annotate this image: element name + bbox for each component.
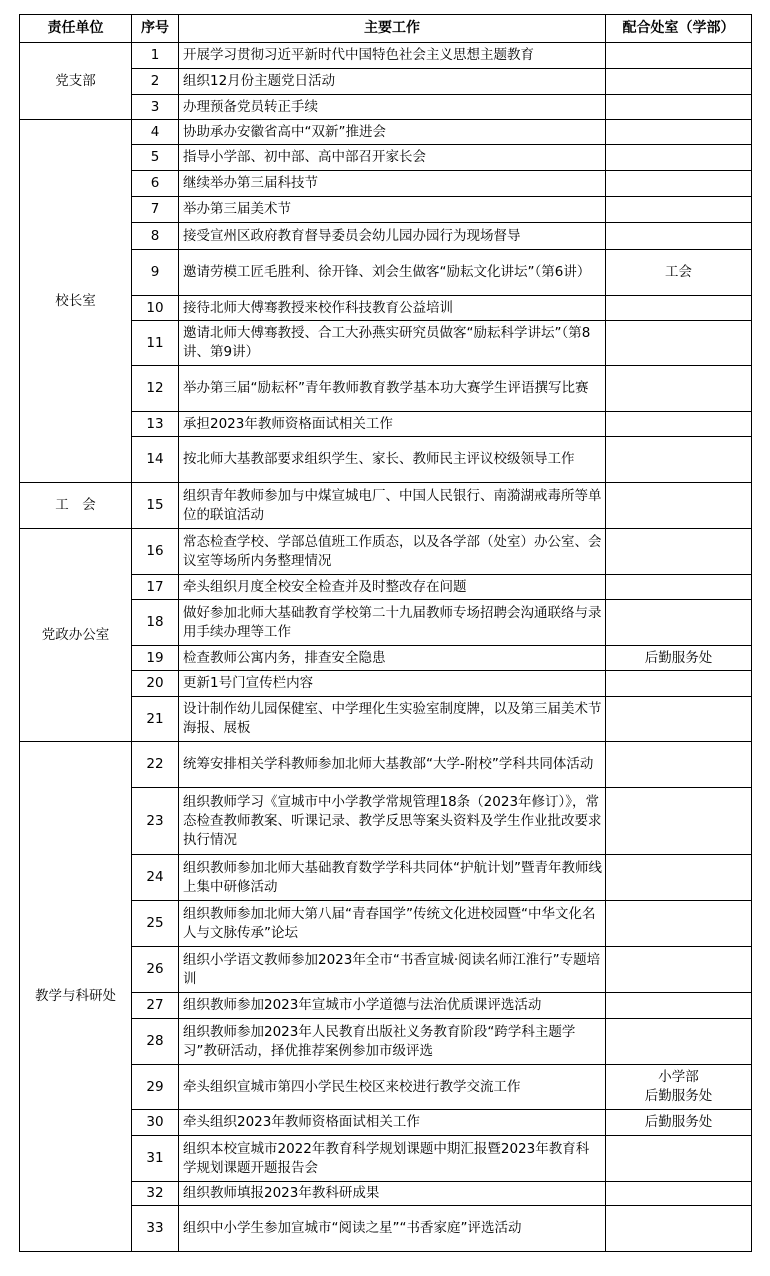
row-number-cell: 19 (132, 646, 179, 671)
row-number-cell: 12 (132, 366, 179, 412)
main-work-cell: 组织教师参加2023年宣城市小学道德与法治优质课评选活动 (179, 993, 606, 1019)
cooperating-dept-cell (606, 1136, 752, 1182)
cooperating-dept-cell (606, 901, 752, 947)
row-number-cell: 28 (132, 1019, 179, 1065)
main-work-cell: 统筹安排相关学科教师参加北师大基教部“大学-附校”学科共同体活动 (179, 742, 606, 788)
row-number-cell: 3 (132, 95, 179, 120)
main-work-cell: 按北师大基教部要求组织学生、家长、教师民主评议校级领导工作 (179, 437, 606, 483)
main-work-cell: 组织教师学习《宣城市中小学教学常规管理18条（2023年修订）》，常态检查教师教案、听课记录、教学反思等案头资料及学生作业批改要求执行情况 (179, 788, 606, 855)
main-work-cell: 继续举办第三届科技节 (179, 171, 606, 197)
main-work-cell: 常态检查学校、学部总值班工作质态，以及各学部（处室）办公室、会议室等场所内务整理情况 (179, 529, 606, 575)
cooperating-dept-cell (606, 600, 752, 646)
row-number-cell: 26 (132, 947, 179, 993)
responsible-unit-cell: 校长室 (20, 120, 132, 483)
main-work-cell: 组织教师参加北师大第八届“青春国学”传统文化进校园暨“中华文化名人与文脉传承”论坛 (179, 901, 606, 947)
main-work-cell: 指导小学部、初中部、高中部召开家长会 (179, 145, 606, 171)
row-number-cell: 15 (132, 483, 179, 529)
cooperating-dept-cell (606, 671, 752, 697)
header-number: 序号 (132, 15, 179, 43)
cooperating-dept-cell (606, 145, 752, 171)
row-number-cell: 20 (132, 671, 179, 697)
cooperating-dept-cell (606, 412, 752, 437)
cooperating-dept-cell (606, 197, 752, 223)
row-number-cell: 25 (132, 901, 179, 947)
row-number-cell: 30 (132, 1110, 179, 1136)
row-number-cell: 21 (132, 697, 179, 742)
cooperating-dept-cell (606, 1019, 752, 1065)
cooperating-dept-cell (606, 1182, 752, 1206)
cooperating-dept-cell: 后勤服务处 (606, 646, 752, 671)
cooperating-dept-cell (606, 529, 752, 575)
main-work-cell: 设计制作幼儿园保健室、中学理化生实验室制度牌，以及第三届美术节海报、展板 (179, 697, 606, 742)
cooperating-dept-cell (606, 947, 752, 993)
row-number-cell: 14 (132, 437, 179, 483)
cooperating-dept-cell (606, 43, 752, 69)
main-work-cell: 检查教师公寓内务，排查安全隐患 (179, 646, 606, 671)
main-work-cell: 组织本校宣城市2022年教育科学规划课题中期汇报暨2023年教育科学规划课题开题报告会 (179, 1136, 606, 1182)
row-number-cell: 31 (132, 1136, 179, 1182)
header-unit: 责任单位 (20, 15, 132, 43)
row-number-cell: 2 (132, 69, 179, 95)
cooperating-dept-cell (606, 296, 752, 321)
cooperating-dept-cell (606, 223, 752, 250)
row-number-cell: 6 (132, 171, 179, 197)
main-work-cell: 组织教师参加2023年人民教育出版社义务教育阶段“跨学科主题学习”教研活动，择优推荐案例参加市级评选 (179, 1019, 606, 1065)
row-number-cell: 33 (132, 1206, 179, 1252)
row-number-cell: 29 (132, 1065, 179, 1110)
cooperating-dept-cell (606, 788, 752, 855)
responsible-unit-cell: 工 会 (20, 483, 132, 529)
row-number-cell: 16 (132, 529, 179, 575)
main-work-cell: 牵头组织月度全校安全检查并及时整改存在问题 (179, 575, 606, 600)
table-row (20, 529, 752, 575)
cooperating-dept-cell (606, 993, 752, 1019)
cooperating-dept-cell (606, 437, 752, 483)
cooperating-dept-cell (606, 697, 752, 742)
row-number-cell: 24 (132, 855, 179, 901)
cooperating-dept-cell (606, 742, 752, 788)
main-work-cell: 组织12月份主题党日活动 (179, 69, 606, 95)
cooperating-dept-cell (606, 69, 752, 95)
table-row (20, 43, 752, 69)
row-number-cell: 1 (132, 43, 179, 69)
main-work-cell: 接受宣州区政府教育督导委员会幼儿园办园行为现场督导 (179, 223, 606, 250)
main-work-cell: 举办第三届“励耘杯”青年教师教育教学基本功大赛学生评语撰写比赛 (179, 366, 606, 412)
responsible-unit-cell: 党支部 (20, 43, 132, 120)
main-work-cell: 协助承办安徽省高中“双新”推进会 (179, 120, 606, 145)
main-work-cell: 更新1号门宣传栏内容 (179, 671, 606, 697)
cooperating-dept-cell (606, 171, 752, 197)
row-number-cell: 17 (132, 575, 179, 600)
table-row (20, 120, 752, 145)
table-header-row (20, 15, 752, 43)
cooperating-dept-cell (606, 483, 752, 529)
row-number-cell: 11 (132, 321, 179, 366)
main-work-cell: 牵头组织2023年教师资格面试相关工作 (179, 1110, 606, 1136)
main-work-cell: 邀请北师大傅骞教授、合工大孙燕实研究员做客“励耘科学讲坛”（第8讲、第9讲） (179, 321, 606, 366)
row-number-cell: 4 (132, 120, 179, 145)
header-work: 主要工作 (179, 15, 606, 43)
cooperating-dept-cell (606, 855, 752, 901)
main-work-cell: 组织青年教师参加与中煤宣城电厂、中国人民银行、南漪湖戒毒所等单位的联谊活动 (179, 483, 606, 529)
row-number-cell: 23 (132, 788, 179, 855)
responsible-unit-cell: 党政办公室 (20, 529, 132, 742)
header-cooperating-dept: 配合处室（学部） (606, 15, 752, 43)
row-number-cell: 5 (132, 145, 179, 171)
row-number-cell: 9 (132, 250, 179, 296)
table-body (20, 43, 752, 1252)
main-work-cell: 组织中小学生参加宣城市“阅读之星”“书香家庭”评选活动 (179, 1206, 606, 1252)
row-number-cell: 32 (132, 1182, 179, 1206)
main-work-cell: 办理预备党员转正手续 (179, 95, 606, 120)
row-number-cell: 10 (132, 296, 179, 321)
main-work-cell: 开展学习贯彻习近平新时代中国特色社会主义思想主题教育 (179, 43, 606, 69)
work-plan-table (19, 14, 752, 1252)
table-row (20, 483, 752, 529)
main-work-cell: 组织教师参加北师大基础教育数学学科共同体“护航计划”暨青年教师线上集中研修活动 (179, 855, 606, 901)
main-work-cell: 举办第三届美术节 (179, 197, 606, 223)
cooperating-dept-cell (606, 1206, 752, 1252)
cooperating-dept-cell (606, 95, 752, 120)
row-number-cell: 27 (132, 993, 179, 1019)
main-work-cell: 接待北师大傅骞教授来校作科技教育公益培训 (179, 296, 606, 321)
main-work-cell: 承担2023年教师资格面试相关工作 (179, 412, 606, 437)
main-work-cell: 做好参加北师大基础教育学校第二十九届教师专场招聘会沟通联络与录用手续办理等工作 (179, 600, 606, 646)
cooperating-dept-cell (606, 120, 752, 145)
cooperating-dept-cell: 工会 (606, 250, 752, 296)
row-number-cell: 7 (132, 197, 179, 223)
main-work-cell: 邀请劳模工匠毛胜利、徐开锋、刘会生做客“励耘文化讲坛”（第6讲） (179, 250, 606, 296)
cooperating-dept-cell (606, 575, 752, 600)
main-work-cell: 组织小学语文教师参加2023年全市“书香宣城·阅读名师江淮行”专题培训 (179, 947, 606, 993)
responsible-unit-cell: 教学与科研处 (20, 742, 132, 1252)
cooperating-dept-cell: 后勤服务处 (606, 1110, 752, 1136)
cooperating-dept-cell (606, 321, 752, 366)
row-number-cell: 13 (132, 412, 179, 437)
row-number-cell: 18 (132, 600, 179, 646)
main-work-cell: 牵头组织宣城市第四小学民生校区来校进行教学交流工作 (179, 1065, 606, 1110)
main-work-cell: 组织教师填报2023年教科研成果 (179, 1182, 606, 1206)
row-number-cell: 22 (132, 742, 179, 788)
row-number-cell: 8 (132, 223, 179, 250)
cooperating-dept-cell: 小学部 后勤服务处 (606, 1065, 752, 1110)
cooperating-dept-cell (606, 366, 752, 412)
table-row (20, 742, 752, 788)
